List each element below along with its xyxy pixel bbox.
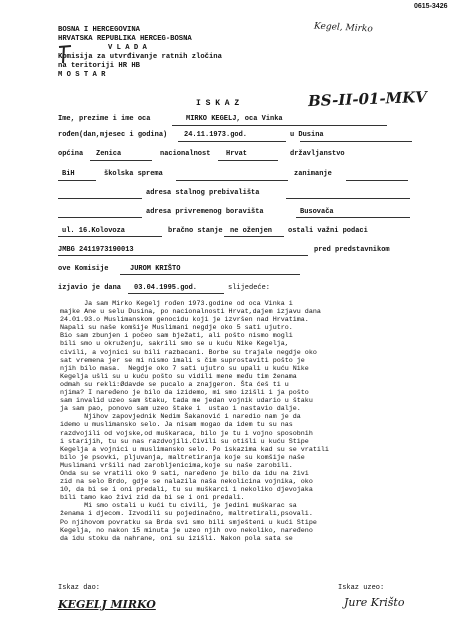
statement-line: ženama i djecom. Izvodili su pojedinačno, maltretirali,psovali. [60, 510, 313, 519]
statement-line: Ja sam Mirko Kegelj rođen 1973.godine od oca Vinka i [60, 300, 293, 308]
statement-line: njih bilo masa. Negdje oko 7 sati ujutro su upali u kuću Nike [60, 364, 309, 373]
statement-line: majke Ane u selu Dusina, po nacionalnosti Hrvat,dajem izjavu dana [60, 308, 321, 317]
statement-body [60, 300, 460, 543]
given-by-signature: KEGELJ MIRKO [58, 598, 156, 611]
statement-line: Kegelja a vojnici u muslimansko selo. Po iskazima kad su se vratili [60, 445, 329, 454]
statement-line: Kegelja, no nakon 15 minuta je uzeo njih ovo nekoliko, naređeno [60, 526, 313, 535]
representative-label: pred predstavnikom [314, 246, 390, 254]
temp-address-underline-2 [296, 217, 410, 218]
statement-line: zid na selo Brdo, gdje se nalazila naša nekolicina vojnika, oko [60, 478, 313, 487]
statement-line: Mi smo ostali u kući tu civili, je jedini muškarac sa [60, 502, 297, 511]
taken-by-signature: Jure Krišto [344, 596, 405, 609]
opcina-label: općina [58, 150, 84, 158]
other-label: ostali važni podaci [288, 227, 368, 235]
statement-line: njima? I naređeno je bilo da izidemo, mi smo izišli i ja pošto [60, 389, 309, 398]
marital-underline [224, 236, 284, 237]
commission-underline [120, 274, 300, 275]
date-suffix: slijedeće: [228, 284, 271, 292]
born-place-underline [300, 141, 412, 142]
corner-mark-icon [18, 24, 36, 46]
marital-value: ne oženjen [230, 227, 273, 235]
statement-line: Njihov zapovjednik Nedim Šakanović i naredio nam je da [60, 413, 301, 422]
statement-line: Napali su naše komšije Muslimani negdje oko 5 sati ujutro. [60, 324, 293, 333]
case-code: BS-II-01-MKV [307, 87, 428, 111]
statement-line: bili smo u okruženju, sakrili smo se u kuću Nike Kegelja, [60, 340, 289, 349]
statement-line: ja sam pao, ponovo sam uzeo štake i ustao i nastavio dalje. [60, 405, 301, 414]
statement-line: bili tamo kao živi zid da bi se i oni predali. [60, 494, 245, 503]
date-label: izjavio je dana [58, 284, 122, 292]
born-label: rođen(dan,mjesec i godina) [58, 131, 168, 139]
header-line-2: HRVATSKA REPUBLIKA HERCEG-BOSNA [58, 35, 192, 43]
statement-line: Kegelja ušli su u kuću pošto su vidili mene među tim ženama [60, 372, 297, 381]
corner-handwritten-note: Kegel, Mirko [313, 21, 373, 35]
perm-address-underline-2 [286, 198, 410, 199]
born-place: u Dusina [290, 131, 324, 139]
nationality-value: Hrvat [226, 150, 248, 158]
header-line-6: M O S T A R [58, 71, 106, 79]
given-by-label: Iskaz dao: [58, 584, 101, 592]
citizenship-label: državljanstvo [290, 150, 345, 158]
statement-line: razdvojili od vojske,od muškaraca, bilo je tu i vojno sposobnih [60, 429, 313, 438]
statement-line: Bio sam zbunjen i počeo sam bježati, ali pošto nismo mogli [60, 332, 293, 341]
statement-line: civili, a vojnici su bili razbacani. Borbe su trajale negdje oko [60, 348, 317, 357]
document-title: I S K A Z [196, 99, 240, 108]
job-label: zanimanje [294, 170, 332, 178]
school-label: školska sprema [104, 170, 163, 178]
statement-line: Muslimani vršili nad zarobljenicima,koje su naše zarobili. [60, 461, 293, 470]
street-underline [58, 236, 162, 237]
marital-label: bračno stanje [168, 227, 223, 235]
name-underline [172, 125, 387, 126]
statement-line: bilo je psovki, pljuvanja, maltretiranja koje su komšije naše [60, 453, 305, 462]
statement-line: Po njihovom povratku sa Brda svi smo bili smješteni u kući Stipe [60, 518, 317, 527]
temp-address-value: Busovača [300, 208, 334, 216]
header-line-3: V L A D A [108, 44, 147, 52]
jmbg-value: JMBG 2411973190013 [58, 246, 134, 254]
statement-line: Onda su se vratili oko 9 sati, naređeno je bilo da idu na živi [60, 469, 309, 478]
street-value: ul. 16.Kolovoza [62, 227, 126, 235]
perm-address-underline [58, 198, 142, 199]
header-line-5: na teritoriji HR HB [58, 62, 140, 70]
commission-value: JUROM KRIŠTO [130, 265, 181, 273]
name-value: MIRKO KEGELJ, oca Vinka [186, 115, 283, 123]
nationality-label: nacionalnost [160, 150, 211, 158]
statement-line: 24.01.93.o Muslimanskom genocidu koji je izvršen nad Hrvatima. [60, 316, 309, 325]
document-number: 0615-3426 [414, 3, 448, 10]
statement-line: da idu stoku da nahrane, oni su izišli. Nakon pola sata se [60, 534, 293, 543]
header-line-1: BOSNA I HERCEGOVINA [58, 26, 140, 34]
commission-label: ove Komisije [58, 265, 109, 273]
nationality-underline [218, 160, 278, 161]
name-label: Ime, prezime i ime oca [58, 115, 151, 123]
opcina-underline [90, 160, 152, 161]
statement-line: sam invalid uzeo sam štaku, tada me jedan vojnik udario u štaku [60, 397, 313, 406]
jmbg-underline [58, 255, 308, 256]
school-underline [176, 180, 288, 181]
born-value: 24.11.1973.god. [184, 131, 248, 139]
statement-line: sat vremena jer se mi nismo imali s čim suprostaviti pošto je [60, 356, 305, 365]
date-underline [128, 293, 224, 294]
date-value: 03.04.1995.god. [134, 284, 198, 292]
temp-address-label: adresa privremenog boravišta [146, 208, 264, 216]
citizenship-value: BiH [62, 170, 75, 178]
temp-address-underline [58, 217, 142, 218]
statement-line: 10, da bi se i oni predali, tu su muškarci i nekoliko djevojaka [60, 486, 313, 495]
citizenship-underline [58, 180, 96, 181]
taken-by-label: Iskaz uzeo: [338, 584, 385, 592]
born-underline [178, 141, 286, 142]
statement-line: idemo u muslimansko selo. Ja nisam mogao da idem tu su nas [60, 421, 293, 430]
statement-line: i starijih, tu su nas razdvojili.Civili su otišli u kuću Stipe [60, 437, 309, 446]
statement-line: odmah su rekli:Ødavde se pucalo a znajgeron. Šta ćeš ti u [60, 380, 289, 389]
perm-address-label: adresa stalnog prebivališta [146, 189, 260, 197]
opcina-value: Zenica [96, 150, 122, 158]
header-line-4: Komisija za utvrđivanje ratnih zločina [58, 53, 222, 61]
job-underline [346, 180, 408, 181]
